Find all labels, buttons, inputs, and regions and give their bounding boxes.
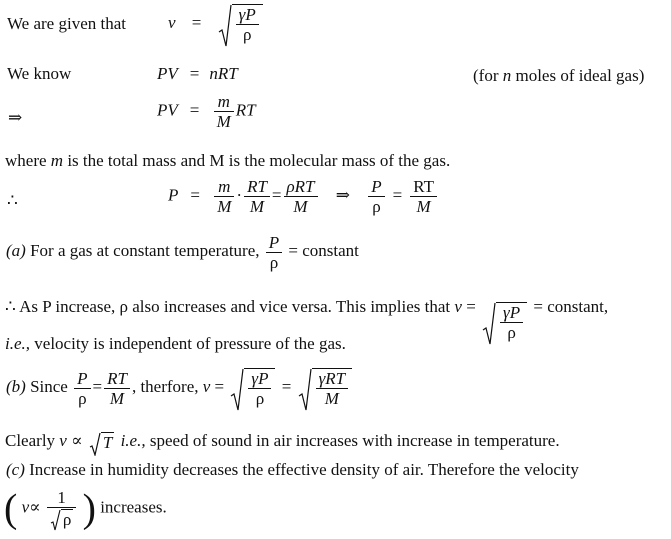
- since-text: Since: [25, 376, 68, 396]
- know-equation: [157, 64, 238, 84]
- frac-num: 1: [47, 488, 76, 508]
- line-given: [7, 14, 126, 34]
- frac-den: ρ: [242, 25, 252, 44]
- frac-num: RT: [244, 177, 270, 197]
- frac-num: RT: [410, 177, 437, 197]
- note-rest: moles of ideal gas): [511, 66, 645, 85]
- frac-m-M: [214, 177, 234, 216]
- given-text: We are given that: [7, 14, 126, 33]
- part-c-label: (c): [6, 460, 25, 479]
- where-rest: is the total mass and M is the molecular mass of the gas.: [63, 151, 451, 170]
- clearly-rest: speed of sound in air increases with increase in temperature.: [145, 431, 560, 450]
- frac-num: γP: [500, 303, 523, 323]
- p-eq: =: [190, 185, 200, 205]
- frac-num: γP: [236, 5, 259, 25]
- dot-operator: ·: [236, 185, 243, 205]
- frac-num: P: [368, 177, 384, 197]
- sqrt-rho: [50, 509, 73, 529]
- part-b-line: [6, 368, 354, 408]
- frac-den: [47, 508, 76, 529]
- know-lhs: PV: [157, 64, 178, 83]
- part-c-text: Increase in humidity decreases the effective density of air. Therefore the velocity: [24, 460, 579, 479]
- frac-RT-M: [104, 369, 130, 408]
- clearly-text: Clearly: [5, 431, 60, 450]
- frac-P-rho: [266, 233, 282, 272]
- note-open: (for: [473, 66, 503, 85]
- pv-lhs: PV: [157, 100, 178, 120]
- frac-num: P: [266, 233, 282, 253]
- pv-equation: [157, 92, 256, 131]
- frac-num: RT: [104, 369, 130, 389]
- frac-rhoRT-M: [284, 177, 318, 216]
- frac-P-rho: [74, 369, 90, 408]
- frac-den: ρ: [372, 197, 381, 216]
- frac-num: P: [74, 369, 90, 389]
- part-a-label: (a): [6, 241, 26, 260]
- sqrt-gammaRT-M: [298, 368, 353, 408]
- arrow-implies: [8, 108, 22, 128]
- know-text: We know: [7, 64, 72, 83]
- given-lhs: v: [168, 12, 176, 32]
- const-rhs: = constant,: [533, 297, 609, 316]
- know-rhs: nRT: [209, 64, 238, 83]
- close-paren: ): [82, 485, 96, 531]
- sqrt-T: [89, 432, 114, 453]
- frac-1-sqrt-rho: [47, 488, 76, 529]
- frac-den: M: [416, 197, 431, 216]
- v-symbol: v: [202, 376, 211, 396]
- ie-text: velocity is independent of pressure of the gas.: [30, 334, 346, 353]
- frac-num: ρRT: [284, 177, 318, 197]
- velocity-relation: [4, 485, 167, 532]
- frac-m-M: [214, 92, 234, 131]
- implies-symbol: ⇒: [335, 185, 351, 205]
- implies-symbol: ⇒: [8, 108, 23, 127]
- sqrt-gammaP-rho: [218, 4, 263, 44]
- where-m: m: [50, 151, 64, 170]
- pv-rhs: RT: [235, 100, 256, 120]
- sqrt-gammaP-rho: [230, 368, 275, 408]
- frac-num: m: [214, 92, 234, 112]
- part-a-line: [6, 233, 359, 272]
- frac-P-rho: [368, 177, 384, 216]
- frac-den: M: [217, 197, 232, 216]
- therefore-glyph: ∴: [7, 191, 18, 210]
- therefore-text: ∴ As P increase, ρ also increases and vice versa. This implies that: [5, 297, 455, 316]
- b-eq2: =: [214, 376, 225, 396]
- sqrt-arg: T: [102, 432, 113, 452]
- therfore-text: , therfore,: [131, 376, 199, 396]
- b-eq3: =: [281, 376, 292, 396]
- v-symbol: v: [21, 497, 30, 517]
- frac-num: m: [214, 177, 234, 197]
- frac-RT-M2: [410, 177, 437, 216]
- sqrt-arg: ρ: [62, 510, 72, 530]
- therefore-symbol: [7, 191, 18, 211]
- p-eq2: =: [271, 185, 282, 205]
- part-b-label: (b): [6, 376, 26, 396]
- v-symbol: v: [454, 297, 462, 316]
- p-eq3: =: [392, 185, 403, 205]
- increases-text: increases.: [100, 497, 167, 517]
- note-n: n: [502, 66, 512, 85]
- frac-den: ρ: [507, 322, 516, 342]
- ie-label: i.e.,: [120, 431, 146, 450]
- frac-den: M: [249, 197, 265, 216]
- frac-den: ρ: [78, 388, 87, 408]
- frac-den: M: [293, 197, 308, 216]
- part-c-line: [6, 460, 579, 480]
- frac-den: M: [216, 112, 231, 131]
- line-know: [7, 64, 71, 84]
- p-lhs: P: [168, 185, 179, 205]
- know-note: [473, 66, 644, 86]
- clearly-line: [5, 431, 560, 453]
- frac-num: γRT: [316, 369, 349, 389]
- b-eq: =: [92, 376, 103, 396]
- where-text: where: [5, 151, 51, 170]
- ie-line: [5, 334, 346, 354]
- sqrt-gammaP-rho: [482, 302, 527, 342]
- open-paren: (: [4, 485, 18, 531]
- frac-den: M: [324, 389, 339, 408]
- line-where: [5, 151, 450, 171]
- know-eq: =: [189, 64, 200, 83]
- ie-label: i.e.,: [5, 334, 31, 353]
- frac-den: ρ: [255, 389, 265, 408]
- frac-num: γP: [248, 369, 271, 389]
- pressure-equation: [168, 177, 439, 216]
- given-equation: [168, 4, 265, 44]
- frac-den: ρ: [269, 253, 279, 272]
- frac-RT-M: [244, 177, 270, 216]
- pv-eq: =: [189, 100, 200, 120]
- part-a-text: For a gas at constant temperature,: [25, 241, 260, 260]
- prop-symbol: ∝: [66, 431, 87, 450]
- v-symbol: v: [59, 431, 67, 450]
- v-eq: =: [461, 297, 476, 316]
- prop-symbol: ∝: [29, 497, 41, 517]
- given-eq: =: [191, 12, 202, 32]
- part-a-rhs: = constant: [288, 241, 359, 260]
- frac-den: M: [109, 388, 125, 408]
